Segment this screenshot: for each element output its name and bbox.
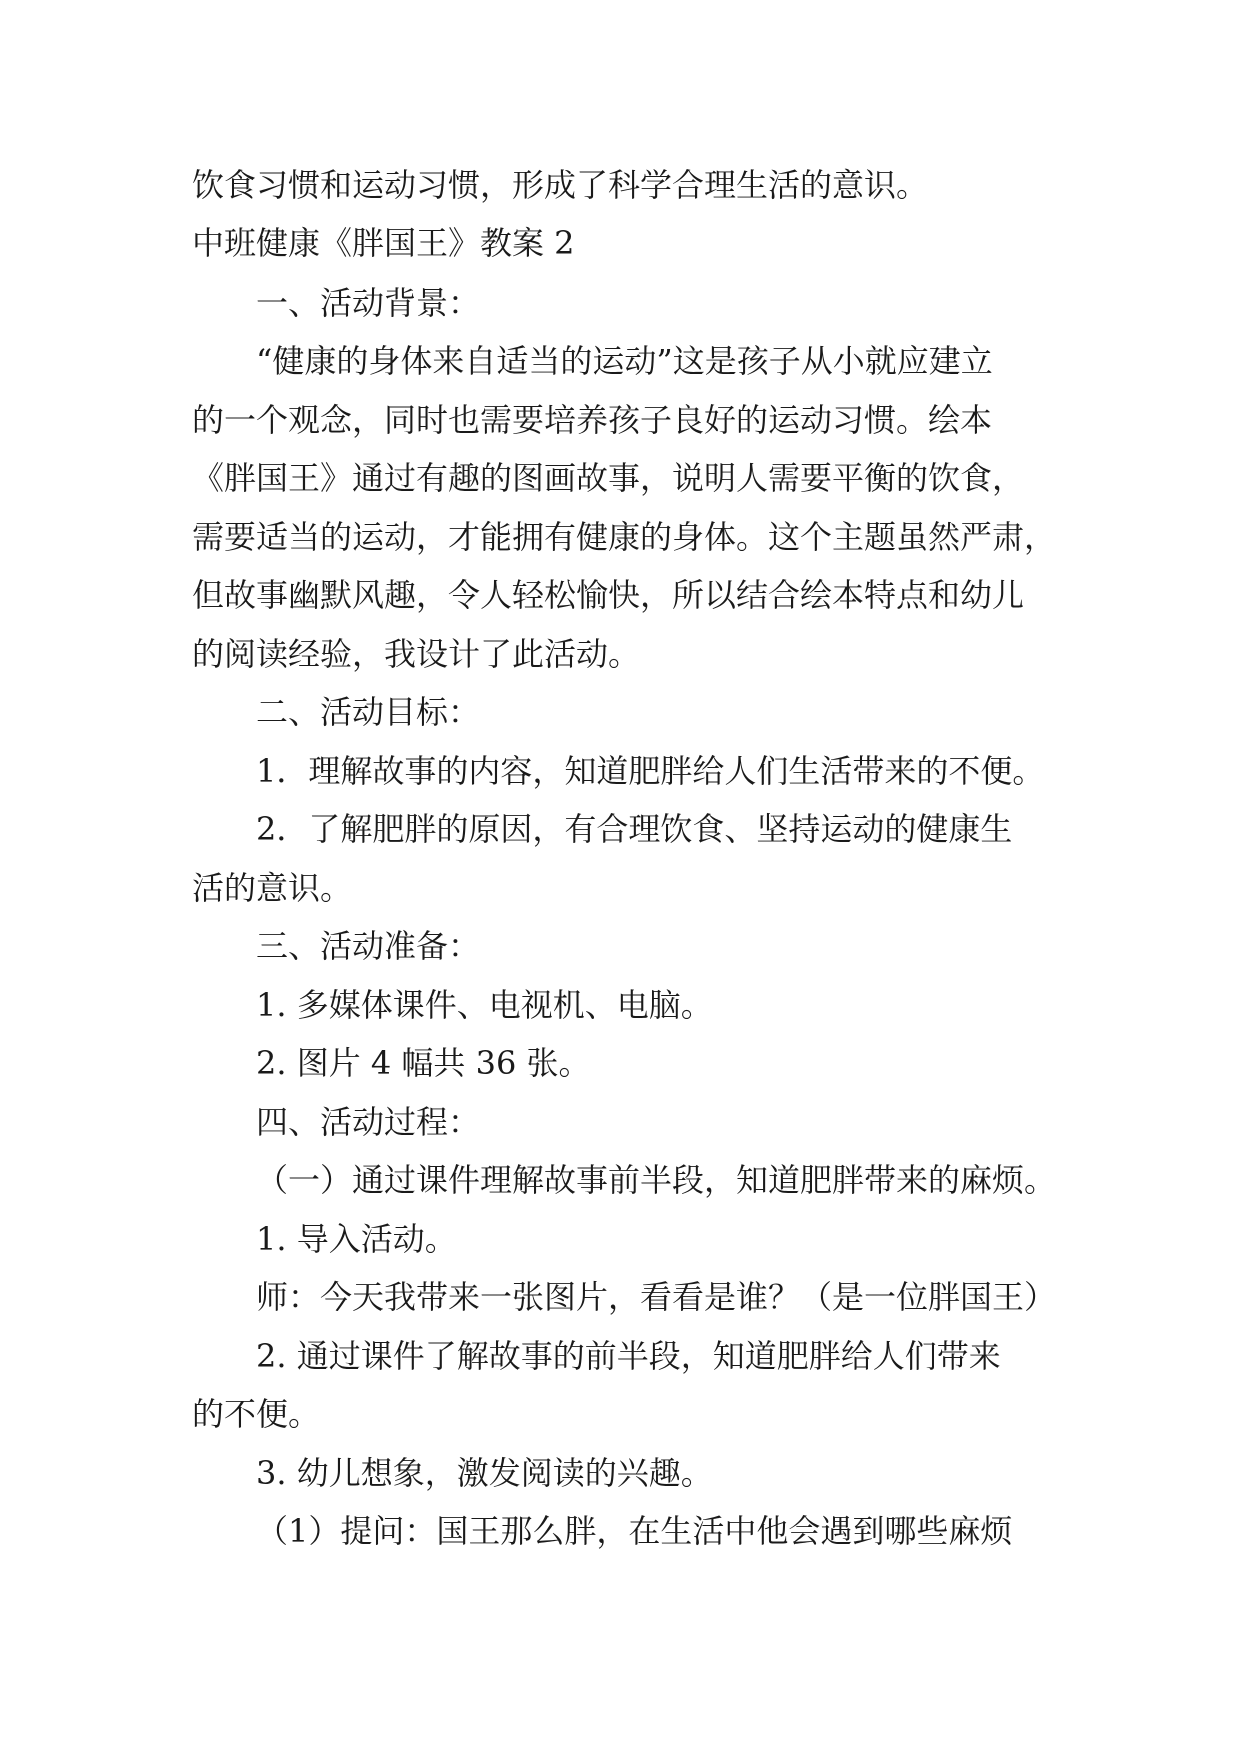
- text-line-8: 但故事幽默风趣，令人轻松愉快，所以结合绘本特点和幼儿: [192, 576, 1025, 614]
- text-line-20: 师：今天我带来一张图片，看看是谁？（是一位胖国王）: [256, 1278, 1057, 1316]
- text-line-16: 2. 图片 4 幅共 36 张。: [256, 1044, 591, 1082]
- text-line-19: 1. 导入活动。: [256, 1220, 457, 1258]
- heading-goals: 二、活动目标：: [256, 693, 481, 731]
- heading-preparation: 三、活动准备：: [256, 927, 481, 965]
- text-line-21: 2. 通过课件了解故事的前半段，知道肥胖给人们带来: [256, 1337, 1001, 1375]
- text-line-13: 活的意识。: [192, 869, 353, 907]
- text-line-12: 2．了解肥胖的原因，有合理饮食、坚持运动的健康生: [256, 810, 1013, 848]
- section-title: 中班健康《胖国王》教案 2: [192, 224, 575, 262]
- heading-process: 四、活动过程：: [256, 1103, 481, 1141]
- text-line-18: （一）通过课件理解故事前半段，知道肥胖带来的麻烦。: [256, 1161, 1057, 1199]
- text-line-11: 1．理解故事的内容，知道肥胖给人们生活带来的不便。: [256, 752, 1045, 790]
- text-line-6: 《胖国王》通过有趣的图画故事，说明人需要平衡的饮食，: [192, 459, 1025, 497]
- text-line-9: 的阅读经验，我设计了此活动。: [192, 635, 641, 673]
- heading-background: 一、活动背景：: [256, 284, 481, 322]
- text-line-15: 1. 多媒体课件、电视机、电脑。: [256, 986, 713, 1024]
- text-line-1: 饮食习惯和运动习惯，形成了科学合理生活的意识。: [192, 166, 929, 204]
- text-line-5: 的一个观念，同时也需要培养孩子良好的运动习惯。绘本: [192, 401, 993, 439]
- text-line-4: “健康的身体来自适当的运动”这是孩子从小就应建立: [256, 342, 993, 380]
- text-line-22: 的不便。: [192, 1395, 321, 1433]
- text-line-24: （1）提问：国王那么胖，在生活中他会遇到哪些麻烦: [256, 1512, 1013, 1550]
- text-line-7: 需要适当的运动，才能拥有健康的身体。这个主题虽然严肃，: [192, 518, 1057, 556]
- text-line-23: 3. 幼儿想象，激发阅读的兴趣。: [256, 1454, 713, 1492]
